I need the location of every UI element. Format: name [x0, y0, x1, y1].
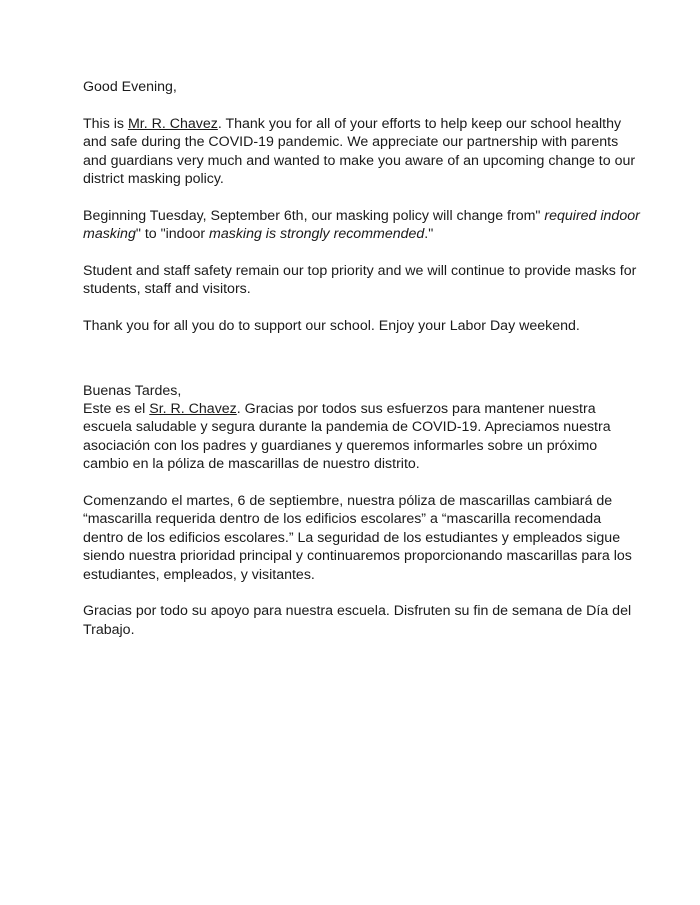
english-intro-before: This is — [83, 115, 128, 132]
spanish-policy-paragraph: Comenzando el martes, 6 de septiembre, nuestra póliza de mascarillas cambiará de “mascarilla requerida dentro de los edificios escolares” a “mascarilla recomendada dentro de los edificios escolares.” La seguridad de los estudiantes y empleados sigue siendo nuestra prioridad principal y continuaremos proporcionando mascarillas para los estudiantes, empleados, y visitantes. — [83, 493, 632, 583]
spanish-greeting: Buenas Tardes, — [83, 382, 182, 399]
policy-italic-2: masking is strongly recommended — [209, 226, 425, 243]
spanish-intro-after: . Gracias por todos sus esfuerzos para mantener nuestra escuela saludable y segura durante la pandemia de COVID-19. Apreciamos nuestra asociación con los padres y guardianes y queremos informarles sobre un próximo cambio en la póliza de mascarillas de nuestro distrito. — [83, 401, 611, 473]
policy-text-2: " to "indoor — [135, 226, 210, 243]
spanish-intro-paragraph — [83, 400, 643, 474]
spanish-closing-paragraph: Gracias por todo su apoyo para nuestra escuela. Disfruten su fin de semana de Día del Trabajo. — [83, 603, 632, 638]
sender-name: Mr. R. Chavez — [127, 115, 218, 132]
english-intro-after: . Thank you for all of your efforts to help keep our school healthy and safe during the COVID-19 pandemic. We appreciate our partnership with parents and guardians very much and wanted to make you aware of an upcoming change to our district masking policy. — [83, 115, 636, 188]
english-intro-paragraph — [83, 115, 643, 189]
sender-name-spanish: Sr. R. Chavez — [149, 401, 237, 418]
policy-text-3: ." — [424, 226, 434, 243]
english-policy-paragraph — [83, 207, 643, 244]
english-safety-paragraph: Student and staff safety remain our top priority and we will continue to provide masks for students, staff and visitors. — [83, 263, 637, 298]
english-closing-paragraph: Thank you for all you do to support our school. Enjoy your Labor Day weekend. — [83, 318, 580, 335]
spanish-intro-before: Este es el — [83, 401, 150, 418]
english-greeting: Good Evening, — [83, 79, 177, 95]
letter-body — [83, 78, 643, 639]
policy-italic-1: required indoor masking — [83, 207, 640, 243]
policy-text-1: Beginning Tuesday, September 6th, our masking policy will change from" — [83, 207, 545, 224]
